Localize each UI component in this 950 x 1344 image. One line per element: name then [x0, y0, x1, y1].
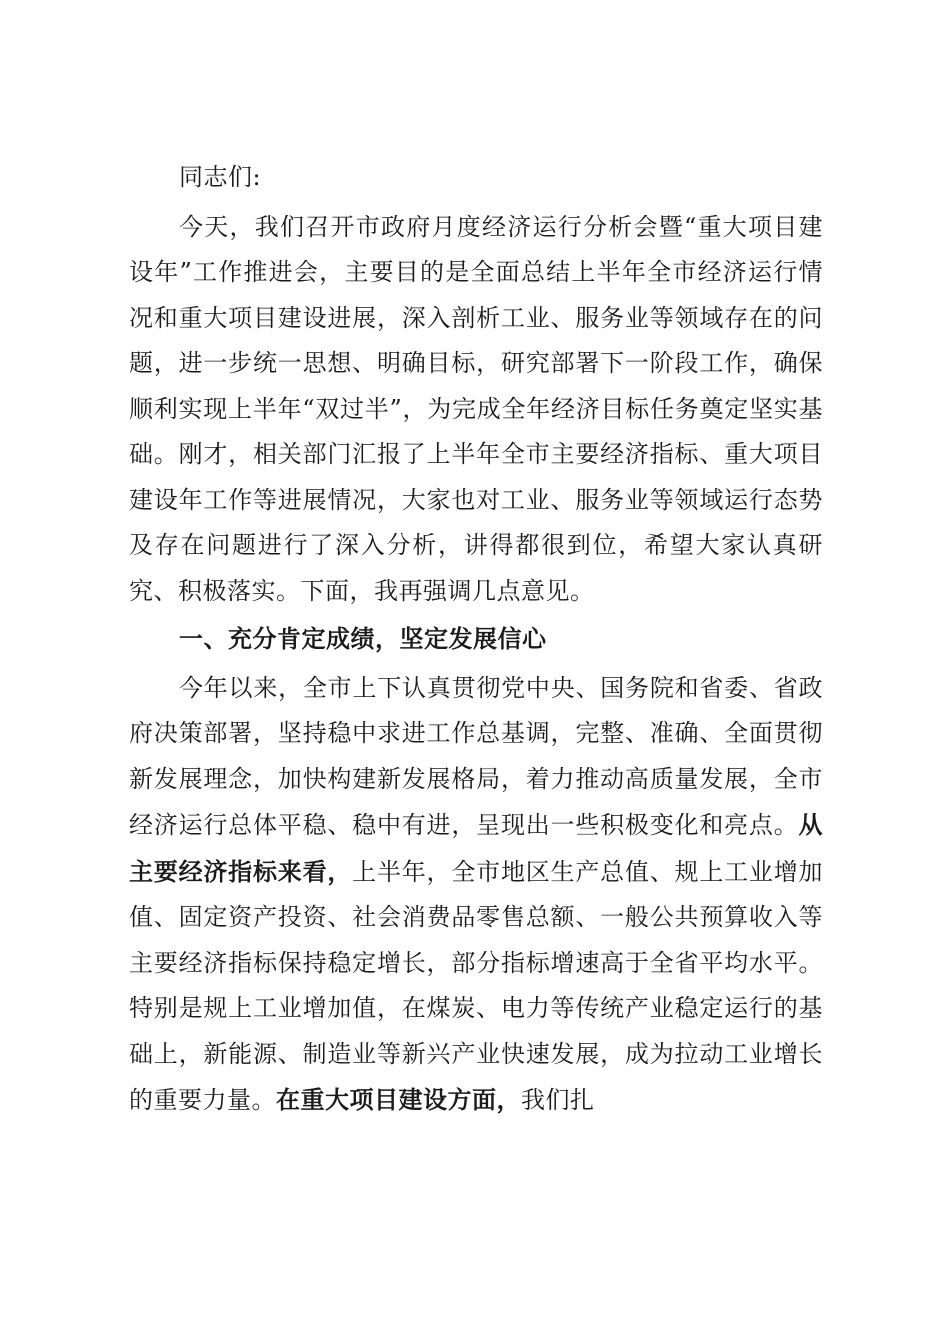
section-heading: 一、充分肯定成绩，坚定发展信心: [179, 624, 547, 653]
document-body: [129, 155, 823, 1124]
salutation: 同志们:: [179, 163, 262, 191]
paragraph-text: 今年以来，全市上下认真贯彻党中央、国务院和省委、省政府决策部署，坚持稳中求进工作总基调，完整、准确、全面贯彻新发展理念，加快构建新发展格局，着力推动高质量发展，全市经济运行总体平稳、稳中有进，呈现出一些积极变化和亮点。: [129, 673, 823, 839]
paragraph-bold-lead: 在重大项目建设方面，: [276, 1085, 521, 1114]
intro-paragraph: 今天，我们召开市政府月度经济运行分析会暨“重大项目建设年”工作推进会，主要目的是全面总结上半年全市经济运行情况和重大项目建设进展，深入剖析工业、服务业等领域存在的问题，进一步统一思想、明确目标，研究部署下一阶段工作，确保顺利实现上半年“双过半”，为完成全年经济目标任务奠定坚实基础。刚才，相关部门汇报了上半年全市主要经济指标、重大项目建设年工作等进展情况，大家也对工业、服务业等领域运行态势及存在问题进行了深入分析，讲得都很到位，希望大家认真研究、积极落实。下面，我再强调几点意见。: [129, 212, 823, 605]
section-paragraph: [129, 666, 823, 1124]
paragraph-text: 上半年，全市地区生产总值、规上工业增加值、固定资产投资、社会消费品零售总额、一般公共预算收入等主要经济指标保持稳定增长，部分指标增速高于全省平均水平。特别是规上工业增加值，在煤炭、电力等传统产业稳定运行的基础上，新能源、制造业等新兴产业快速发展，成为拉动工业增长的重要力量。: [129, 857, 824, 1114]
paragraph-text: 我们扎: [521, 1086, 595, 1114]
paragraph-bold-lead: 从主要经济指标来看，: [129, 810, 823, 886]
